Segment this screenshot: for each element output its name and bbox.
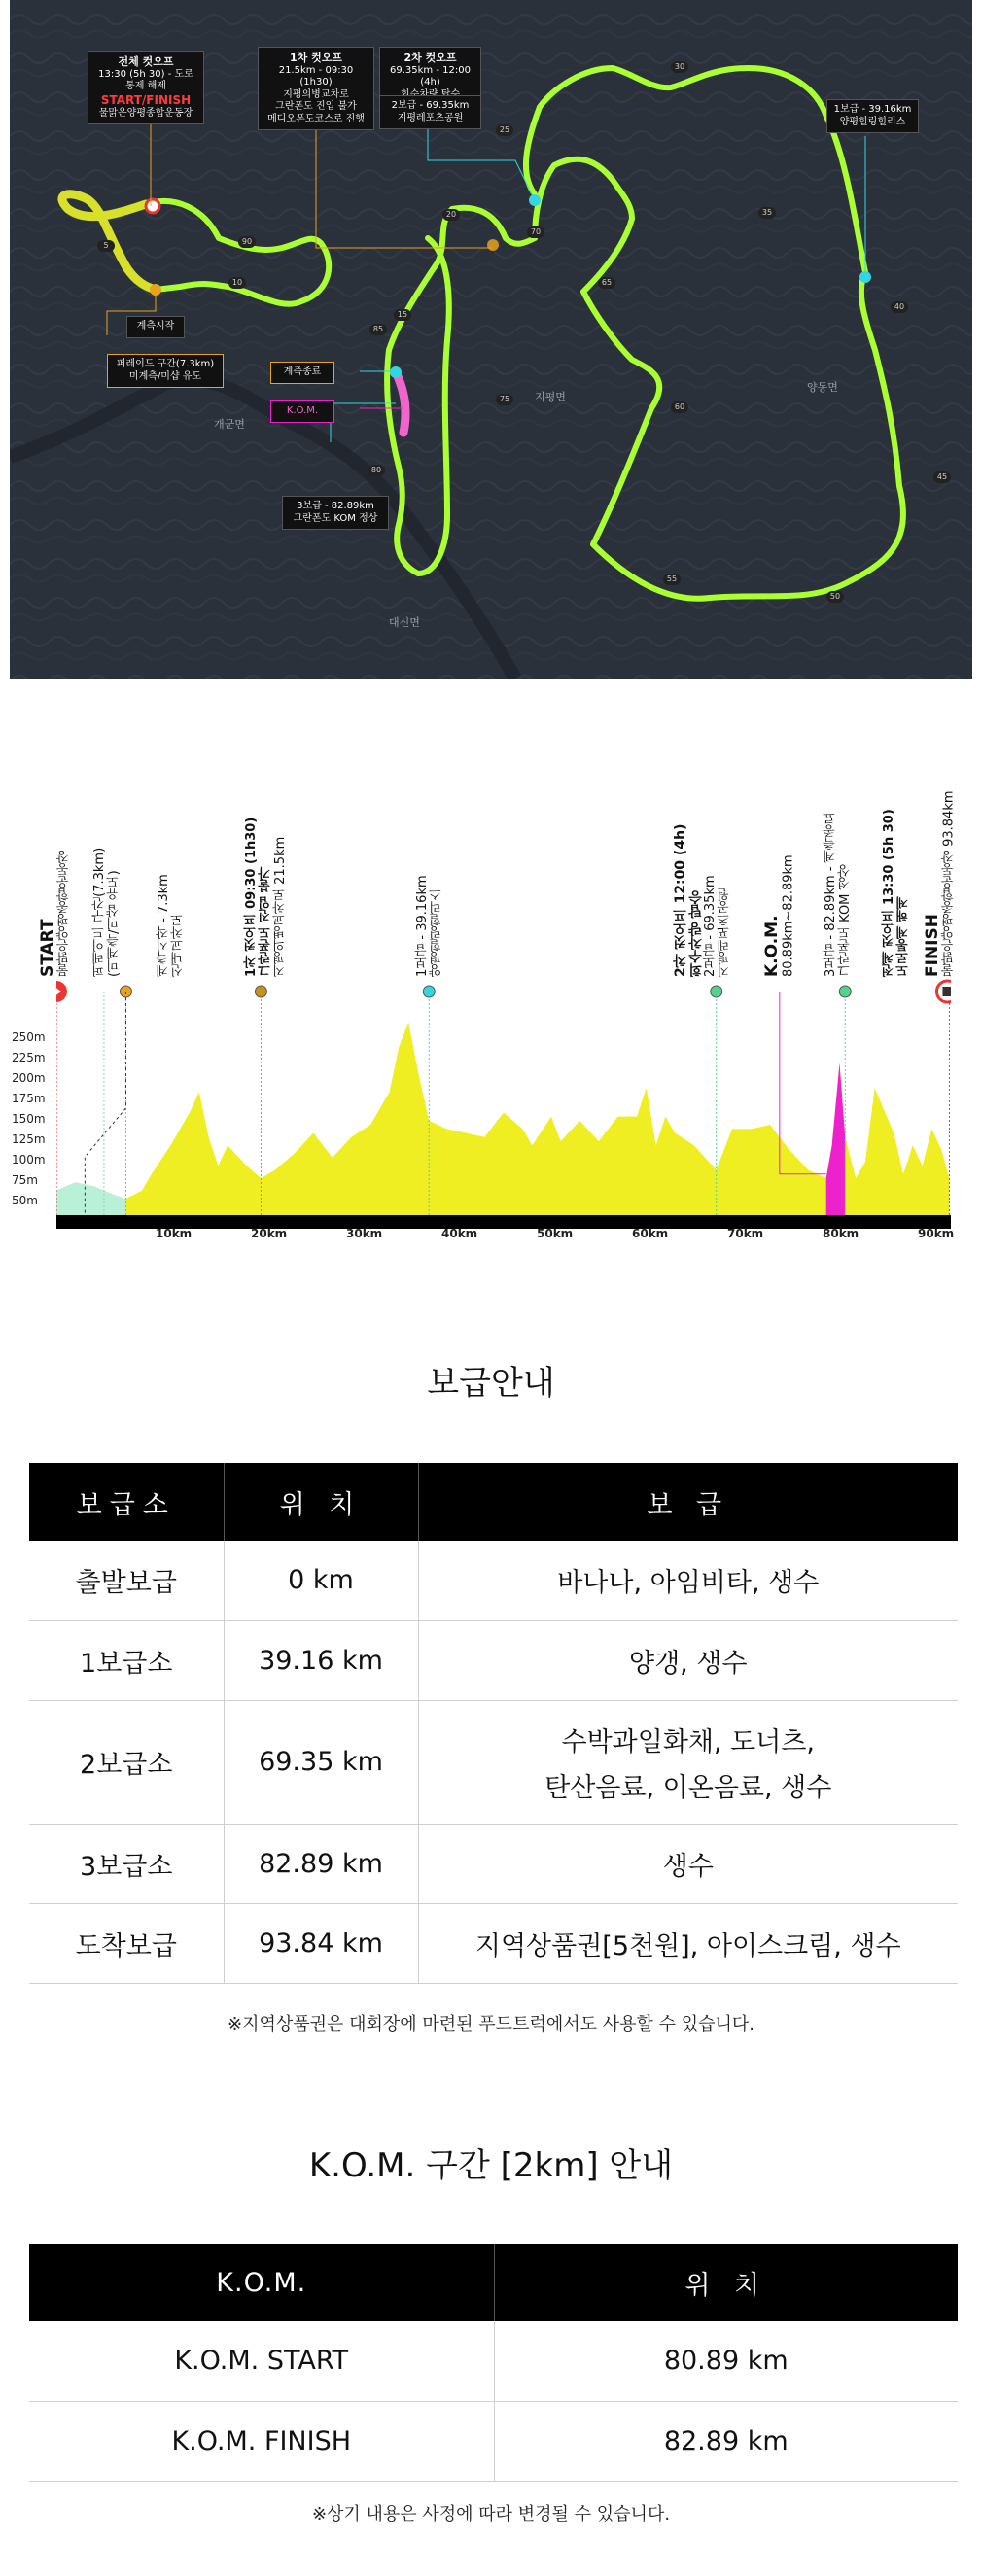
km-marker: 45 bbox=[933, 471, 951, 483]
callout-line: 계측시작 bbox=[136, 321, 175, 331]
callout-line: 지평레포츠공원 bbox=[397, 112, 464, 123]
cell-kom-point: K.O.M. START bbox=[29, 2321, 494, 2401]
table-row bbox=[29, 1700, 958, 1824]
place-name: 개군면 bbox=[214, 418, 245, 431]
map-callout-kom bbox=[270, 400, 334, 423]
map-callout-timing-end bbox=[270, 362, 334, 384]
callout-line: 13:30 (5h 30) - 도로통제 해제 bbox=[98, 68, 193, 92]
x-tick: 30km bbox=[346, 1227, 383, 1240]
supply2-marker-icon bbox=[711, 986, 722, 997]
y-tick: 100m bbox=[12, 1153, 46, 1166]
km-marker: 90 bbox=[238, 236, 256, 248]
elev-label-line: 물맑은양평종합운동장 93.84km bbox=[941, 790, 957, 977]
supply3-marker-icon bbox=[839, 986, 851, 997]
callout-line: K.O.M. bbox=[286, 405, 319, 416]
supply1-marker-icon bbox=[423, 986, 435, 997]
table-row bbox=[29, 1541, 958, 1620]
map-callout-supply3 bbox=[282, 496, 389, 530]
place-name: 지평면 bbox=[535, 391, 566, 403]
x-tick: 60km bbox=[632, 1227, 669, 1240]
km-marker: 75 bbox=[496, 394, 513, 405]
header-supplies: 보 급 bbox=[418, 1463, 958, 1541]
elevation-profile bbox=[12, 748, 972, 1273]
elev-label-line: 계측시작 - 7.3km bbox=[157, 874, 171, 977]
supply-section-title: 보급안내 bbox=[427, 1364, 555, 1403]
callout-line: 1보급 - 39.16km bbox=[833, 104, 912, 115]
elev-label-line: (미계측/미샵 유도) bbox=[106, 870, 122, 977]
timing-leader-line bbox=[85, 992, 125, 1215]
cell-location: 82.89 km bbox=[494, 2401, 958, 2481]
kom-segment-area bbox=[826, 1063, 846, 1215]
x-tick: 10km bbox=[156, 1227, 193, 1240]
cutoff1-marker-icon bbox=[255, 986, 266, 997]
header-location: 위 치 bbox=[224, 1463, 418, 1541]
elev-label-line: 물맑은양평종합운동장 bbox=[56, 851, 72, 977]
elev-label-title: START bbox=[38, 919, 57, 977]
y-tick: 250m bbox=[12, 1030, 46, 1044]
elev-label-line: 그란폰도 진입 불가 bbox=[258, 866, 273, 977]
km-marker: 15 bbox=[394, 309, 411, 321]
table-header-row bbox=[29, 2244, 958, 2321]
callout-title: 1차 컷오프 bbox=[290, 52, 342, 64]
elev-label-line: 1차 컷오프 09:30 (1h30) bbox=[244, 817, 259, 977]
cell-location: 69.35 km bbox=[224, 1700, 418, 1824]
km-marker: 25 bbox=[496, 124, 513, 136]
kom-note: ※상기 내용은 사정에 따라 변경될 수 있습니다. bbox=[311, 2504, 671, 2524]
y-tick: 150m bbox=[12, 1112, 46, 1126]
elev-label-line: 도로통제 해제 bbox=[895, 896, 911, 977]
elevation-chart-svg bbox=[56, 748, 951, 1273]
callout-line: 2보급 - 69.35km bbox=[391, 100, 470, 111]
callout-title: 2차 컷오프 bbox=[403, 52, 457, 64]
header-location: 위 치 bbox=[494, 2244, 958, 2321]
km-marker: 40 bbox=[891, 301, 908, 313]
km-marker: 30 bbox=[671, 61, 688, 73]
table-row bbox=[29, 1620, 958, 1700]
callout-line: 그란폰도 진입 불가 bbox=[275, 101, 357, 113]
elev-label-line: 지평레포츠공원 bbox=[718, 888, 733, 977]
km-marker: 5 bbox=[97, 240, 115, 252]
x-tick: 20km bbox=[251, 1227, 288, 1240]
cell-supplies: 지역상품권[5천원], 아이스크림, 생수 bbox=[418, 1903, 958, 1983]
y-tick: 75m bbox=[12, 1173, 38, 1187]
cell-station: 3보급소 bbox=[29, 1824, 224, 1903]
callout-line: 지평의병교차로 bbox=[283, 88, 349, 100]
km-marker: 10 bbox=[228, 277, 246, 289]
cell-kom-point: K.O.M. FINISH bbox=[29, 2401, 494, 2481]
y-tick: 175m bbox=[12, 1092, 46, 1105]
elev-label-line: K.O.M. bbox=[762, 915, 782, 977]
cell-supplies-line: 수박과일화채, 도너츠, bbox=[561, 1726, 815, 1758]
km-marker: 35 bbox=[758, 207, 776, 219]
start-finish-marker bbox=[146, 199, 159, 213]
cell-supplies: 양갱, 생수 bbox=[418, 1620, 958, 1700]
elev-label-line: 그란폰도 KOM 정상 bbox=[837, 864, 853, 977]
map-callout-supply1 bbox=[826, 99, 919, 133]
cell-supplies bbox=[418, 1700, 958, 1824]
supply-table bbox=[29, 1463, 958, 1984]
table-row bbox=[29, 1903, 958, 1983]
cell-station: 출발보급 bbox=[29, 1541, 224, 1620]
callout-start-finish: START/FINISH bbox=[100, 92, 192, 107]
cell-location: 93.84 km bbox=[224, 1903, 418, 1983]
kom-section-title: K.O.M. 구간 [2km] 안내 bbox=[308, 2146, 674, 2185]
y-tick: 125m bbox=[12, 1132, 46, 1146]
elev-label-line: 양평힐링힐리스 bbox=[429, 888, 444, 977]
callout-line: 계측종료 bbox=[283, 366, 322, 377]
cell-supplies: 바나나, 아임비타, 생수 bbox=[418, 1541, 958, 1620]
x-tick: 70km bbox=[727, 1227, 764, 1240]
cell-station: 1보급소 bbox=[29, 1620, 224, 1700]
cell-supplies: 생수 bbox=[418, 1824, 958, 1903]
callout-line: 3보급 - 82.89km bbox=[297, 501, 374, 511]
callout-line: 메디오폰도코스로 진행 bbox=[267, 113, 365, 124]
map-callout-total-cutoff bbox=[88, 51, 204, 124]
cell-location: 0 km bbox=[224, 1541, 418, 1620]
header-supply-station: 보급소 bbox=[29, 1463, 224, 1541]
elev-label-line: 3보급 - 82.89km - 계측종료 bbox=[824, 812, 838, 977]
header-kom: K.O.M. bbox=[29, 2244, 494, 2321]
elev-label-line: 1보급 - 39.16km bbox=[415, 875, 430, 977]
cutoff1-marker bbox=[487, 239, 499, 251]
x-tick: 80km bbox=[823, 1227, 859, 1240]
elev-label-line: 전체 컷오프 13:30 (5h 30) bbox=[882, 809, 896, 977]
y-tick: 50m bbox=[12, 1194, 38, 1207]
x-tick: 40km bbox=[441, 1227, 478, 1240]
x-tick: 50km bbox=[537, 1227, 574, 1240]
callout-line: 양평힐링힐리스 bbox=[839, 116, 906, 127]
y-tick: 200m bbox=[12, 1071, 46, 1085]
timing-end-marker bbox=[390, 366, 402, 378]
elev-label-line: 2보급 - 69.35km bbox=[703, 875, 719, 977]
map-callout-cutoff1 bbox=[258, 47, 374, 130]
callout-title: 전체 컷오프 bbox=[118, 55, 174, 68]
course-map bbox=[10, 0, 972, 679]
elev-label-title: FINISH bbox=[923, 914, 942, 977]
y-tick: 225m bbox=[12, 1051, 46, 1064]
elev-label-line: 2차 컷오프 12:00 (4h) bbox=[673, 823, 688, 977]
elevation-area bbox=[56, 1023, 949, 1215]
finish-flag-icon bbox=[942, 987, 951, 996]
map-callout-supply2 bbox=[379, 95, 481, 129]
callout-line: 21.5km - 09:30 (1h30) bbox=[278, 64, 354, 88]
km-marker: 70 bbox=[527, 226, 544, 238]
kom-table bbox=[29, 2244, 958, 2482]
parade-segment-area bbox=[56, 1182, 125, 1215]
table-row bbox=[29, 2401, 958, 2481]
table-row bbox=[29, 1824, 958, 1903]
elev-label-line: 지평의병교차로 21.5km bbox=[272, 836, 288, 977]
x-tick: 90km bbox=[918, 1227, 955, 1240]
km-marker: 65 bbox=[598, 277, 615, 289]
km-marker: 60 bbox=[671, 401, 688, 413]
km-marker: 55 bbox=[663, 574, 681, 585]
map-callout-parade bbox=[107, 354, 224, 388]
km-marker: 20 bbox=[442, 209, 460, 221]
cell-location: 80.89 km bbox=[494, 2321, 958, 2401]
callout-line: 물맑은양평종합운동장 bbox=[98, 107, 193, 119]
elev-label-line: 신내교차로 bbox=[170, 914, 186, 977]
km-marker: 80 bbox=[368, 465, 385, 476]
km-marker: 50 bbox=[826, 591, 844, 603]
callout-line: 미계측/미샵 유도 bbox=[128, 370, 202, 382]
cell-location: 39.16 km bbox=[224, 1620, 418, 1700]
elev-label-line: 회수차량 탑승 bbox=[688, 890, 705, 977]
cell-supplies-line: 탄산음료, 이온음료, 생수 bbox=[544, 1772, 832, 1803]
place-name: 대신면 bbox=[389, 616, 420, 629]
table-header-row bbox=[29, 1463, 958, 1541]
callout-line: 그란폰도 KOM 정상 bbox=[293, 512, 378, 524]
km-marker: 85 bbox=[369, 324, 387, 335]
cell-station: 도착보급 bbox=[29, 1903, 224, 1983]
callout-line: 69.35km - 12:00 (4h) bbox=[390, 64, 471, 88]
supply-note: ※지역상품권은 대회장에 마련된 푸드트럭에서도 사용할 수 있습니다. bbox=[228, 2014, 754, 2035]
cell-station: 2보급소 bbox=[29, 1700, 224, 1824]
table-row bbox=[29, 2321, 958, 2401]
elev-label-line: 퍼레이드 구간(7.3km) bbox=[92, 847, 107, 977]
callout-line: 퍼레이드 구간(7.3km) bbox=[116, 359, 215, 369]
map-callout-timing-start bbox=[126, 316, 185, 338]
elev-label-line: 80.89km~82.89km bbox=[781, 854, 796, 977]
cell-location: 82.89 km bbox=[224, 1824, 418, 1903]
place-name: 양동면 bbox=[807, 381, 838, 394]
